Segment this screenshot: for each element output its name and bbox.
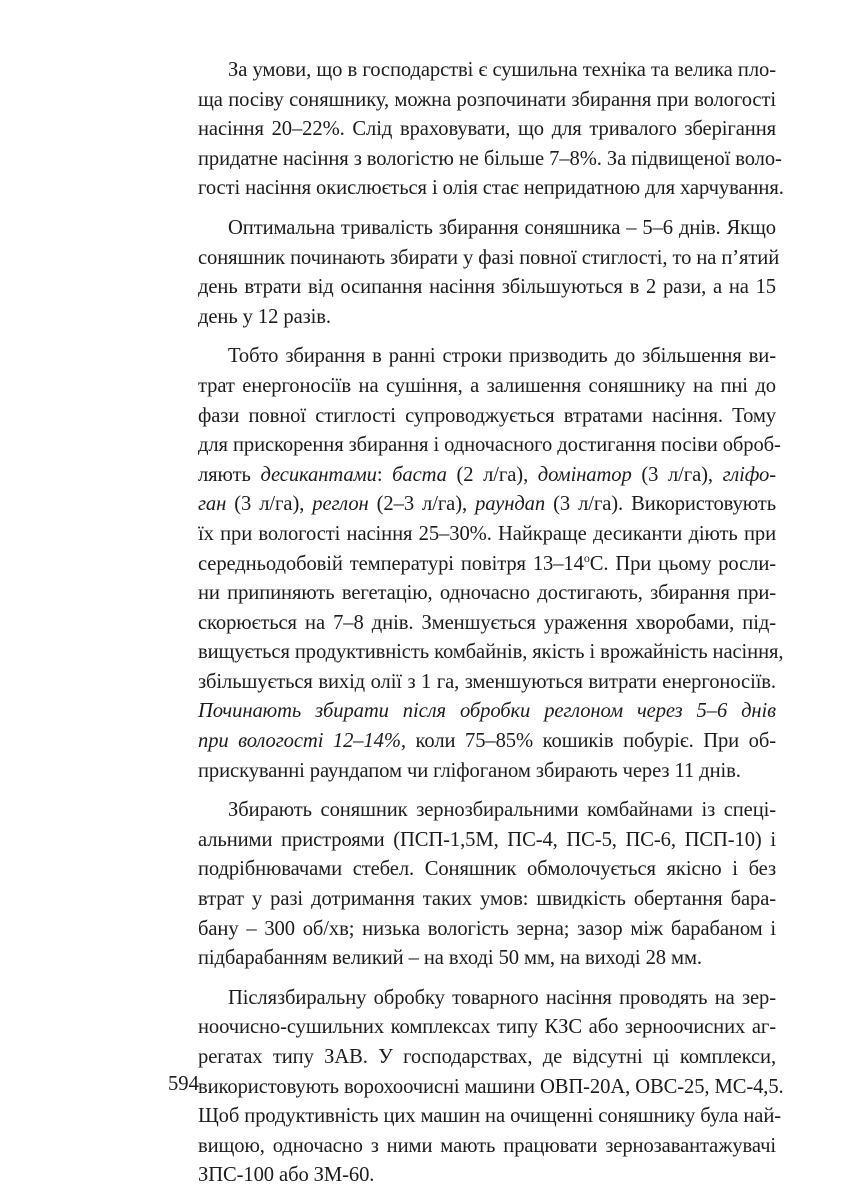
text-line: скорюється на 7–8 днів. Зменшується ураження хворобами, під-	[198, 611, 776, 634]
text-line: За умови, що в господарстві є сушильна техніка та велика пло-	[228, 59, 776, 81]
product-glifogan-part2: ган	[198, 493, 227, 516]
text-line: Тобто збирання в ранні строки призводить до збільшення ви-	[228, 345, 776, 368]
text-line: для прискорення збирання і одночасного достигання посіви оброб-	[198, 434, 781, 457]
text-line: придатне насіння з вологістю не більше 7–8%. За підвищеної воло-	[198, 147, 782, 170]
product-dominator: домінатор	[537, 463, 632, 486]
text-line: їх при вологості насіння 25–30%. Найкраще десиканти діють при	[198, 522, 776, 545]
paragraph-combines	[168, 796, 776, 974]
page-number: 594	[168, 1073, 199, 1095]
paragraph-drying-conditions	[168, 56, 784, 204]
product-reglon: реглон	[312, 493, 369, 516]
text-line: трат енергоносіїв на сушіння, а залишення соняшнику на пні до	[198, 374, 776, 397]
text-line: день у 12 разів.	[198, 305, 331, 328]
text-segment: (2 л/га),	[446, 463, 538, 486]
text-segment: (3 л/га),	[226, 493, 313, 516]
product-roundup: раундап	[475, 493, 546, 516]
text-line: Збирають соняшник зернозбиральними комбайнами із спеці-	[228, 799, 776, 822]
text-line: регатах типу ЗАВ. У господарствах, де відсутні ці комплекси,	[198, 1046, 776, 1068]
text-line: фази повної стиглості супроводжується втратами насіння. Тому	[198, 404, 776, 427]
degree-mark: о	[583, 550, 590, 565]
text-line: гості насіння окислюється і олія стає непридатною для харчування.	[198, 177, 784, 200]
text-line	[168, 550, 776, 580]
product-glifogan-part1: гліфо-	[722, 463, 777, 486]
text-line: вищою, одночасно з ними мають працювати зернозавантажувачі	[198, 1134, 776, 1157]
text-line	[168, 490, 776, 520]
italic-text-segment: при вологості 12–14%,	[198, 730, 406, 753]
text-line: ЗПС-100 або ЗМ-60.	[198, 1164, 375, 1187]
text-line: прискуванні раундапом чи гліфоганом збирають через 11 днів.	[198, 759, 741, 782]
text-line: ща посіву соняшнику, можна розпочинати збирання при вологості	[198, 88, 776, 111]
product-basta: баста	[392, 463, 447, 486]
text-segment: (3 л/га). Використовують	[545, 493, 776, 516]
text-segment: С. При цьому росли-	[589, 552, 776, 575]
text-line: альними пристроями (ПСП-1,5М, ПС-4, ПС-5, ПС-6, ПСП-10) і	[198, 828, 776, 851]
text-segment: (2–3 л/га),	[368, 493, 476, 516]
text-line	[168, 727, 776, 757]
text-segment: ляють	[198, 463, 261, 486]
text-line: використовують ворохоочисні машини ОВП-20А, ОВС-25, МС-4,5.	[198, 1075, 784, 1098]
paragraph-post-harvest	[168, 984, 784, 1191]
text-segment: середньодобовій температурі повітря 13–14	[198, 552, 584, 575]
text-line: вищується продуктивність комбайнів, якість і врожайність насіння,	[198, 641, 784, 664]
text-line: подрібнювачами стебел. Соняшник обмолочується якісно і без	[198, 858, 776, 881]
text-line: Щоб продуктивність цих машин на очищенні соняшнику була най-	[198, 1105, 782, 1128]
text-line: ноочисно-сушильних комплексах типу КЗС або зерноочисних аг-	[198, 1016, 776, 1039]
italic-text-line: Починають збирати після обробки реглоном через 5–6 днів	[198, 700, 776, 723]
term-desiccants: десикантами	[260, 463, 377, 486]
text-line: підбарабанням великий – на вході 50 мм, на виході 28 мм.	[198, 947, 702, 970]
text-line: Оптимальна тривалість збирання соняшника – 5–6 днів. Якщо	[228, 216, 776, 239]
text-line: насіння 20–22%. Слід враховувати, що для тривалого зберігання	[198, 118, 776, 141]
text-line: втрат у разі дотримання таких умов: швидкість обертання бара-	[198, 888, 776, 911]
text-segment: (3 л/га),	[631, 463, 723, 486]
text-line: соняшник починають збирати у фазі повної стиглості, то на п’ятий	[198, 246, 780, 269]
book-page	[168, 56, 784, 1201]
text-line	[168, 461, 776, 491]
text-line: бану – 300 об/хв; низька вологість зерна; зазор між барабаном і	[198, 917, 776, 940]
text-segment: :	[376, 463, 393, 486]
text-line: ни припиняють вегетацію, одночасно достигають, збирання при-	[198, 582, 776, 605]
paragraph-harvest-duration	[168, 214, 780, 332]
paragraph-desiccants	[168, 342, 784, 786]
text-line: збільшується вихід олії з 1 га, зменшуються витрати енергоносіїв.	[198, 670, 776, 693]
text-segment: коли 75–85% кошиків побуріє. При об-	[405, 730, 776, 753]
text-line: Післязбиральну обробку товарного насіння проводять на зер-	[228, 986, 776, 1009]
text-line: день втрати від осипання насіння збільшуються в 2 рази, а на 15	[198, 276, 776, 299]
